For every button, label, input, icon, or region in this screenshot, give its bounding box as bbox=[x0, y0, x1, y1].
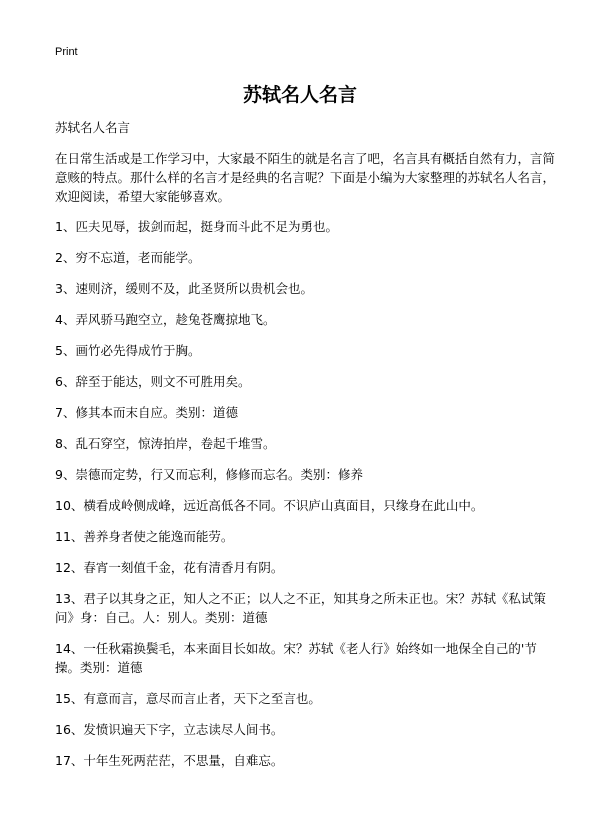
quote-item: 16、发愤识遍天下字，立志读尽人间书。 bbox=[55, 722, 284, 737]
quote-item: 12、春宵一刻值千金，花有清香月有阴。 bbox=[55, 560, 284, 575]
quote-item: 17、十年生死两茫茫，不思量，自难忘。 bbox=[55, 753, 284, 768]
quote-item: 3、速则济，缓则不及，此圣贤所以贵机会也。 bbox=[55, 281, 313, 296]
quote-item: 4、弄风骄马跑空立，趁兔苍鹰掠地飞。 bbox=[55, 312, 276, 327]
page-title: 苏轼名人名言 bbox=[242, 84, 357, 106]
quote-item: 7、修其本而末自应。类别：道德 bbox=[55, 405, 238, 420]
quote-item: 9、崇德而定势，行又而忘利，修修而忘名。类别：修养 bbox=[55, 467, 363, 482]
intro-paragraph: 在日常生活或是工作学习中，大家最不陌生的就是名言了吧，名言具有概括自然有力，言简意赅的特点。那什么样的名言才是经典的名言呢？下面是小编为大家整理的苏轼名人名言，欢迎阅读，希望大家能够喜欢。 bbox=[55, 151, 556, 204]
article-body bbox=[55, 118, 555, 782]
quote-item: 1、匹夫见辱，拔剑而起，挺身而斗此不足为勇也。 bbox=[55, 219, 338, 234]
print-link[interactable]: Print bbox=[55, 46, 78, 58]
quote-item: 8、乱石穿空，惊涛拍岸，卷起千堆雪。 bbox=[55, 436, 276, 451]
article-subtitle: 苏轼名人名言 bbox=[55, 120, 131, 135]
quote-item: 2、穷不忘道，老而能学。 bbox=[55, 250, 201, 265]
quote-item: 5、画竹必先得成竹于胸。 bbox=[55, 343, 201, 358]
quote-item: 15、有意而言，意尽而言止者，天下之至言也。 bbox=[55, 691, 321, 706]
quote-item: 14、一任秋霜换鬓毛，本来面目长如故。宋？苏轼《老人行》始终如一地保全自己的'节操。类别：道德 bbox=[55, 641, 537, 675]
quote-item: 11、善养身者使之能逸而能劳。 bbox=[55, 529, 234, 544]
quote-list bbox=[55, 217, 555, 770]
quote-item: 10、横看成岭侧成峰，远近高低各不同。不识庐山真面目，只缘身在此山中。 bbox=[55, 498, 484, 513]
quote-item: 6、辞至于能达，则文不可胜用矣。 bbox=[55, 374, 251, 389]
quote-item: 13、君子以其身之正，知人之不正；以人之不正，知其身之所未正也。宋？苏轼《私试策问》身：自己。人：别人。类别：道德 bbox=[55, 591, 546, 625]
